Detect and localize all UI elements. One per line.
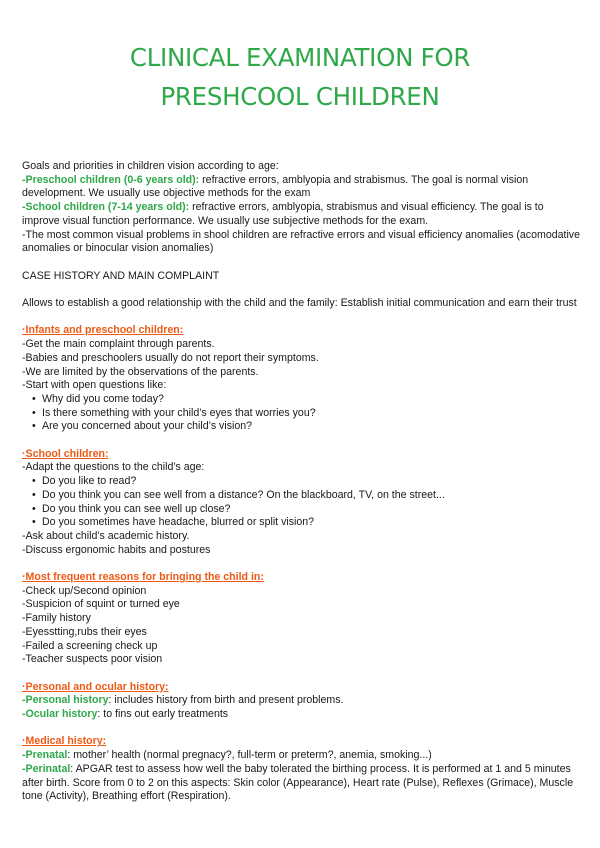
school-line: -Ask about child’s academic history. bbox=[22, 529, 190, 542]
case-history-paragraph: Allows to establish a good relationship with the child and the family: Establish initial communication and earn their trust bbox=[22, 297, 577, 309]
prenatal-line bbox=[22, 749, 582, 763]
ocular-history-label: -Ocular history bbox=[22, 708, 98, 721]
school-question-bullet: • Do you think you can see well from a distance? On the blackboard, TV, on the street... bbox=[22, 489, 582, 503]
ocular-history-text: : to fins out early treatments bbox=[97, 708, 229, 721]
prenatal-label: -Prenatal bbox=[22, 749, 68, 762]
personal-history-label: -Personal history bbox=[22, 694, 109, 707]
common-problems-paragraph: -The most common visual problems in shool children are refractive errors and visual efficiency anomalies (acomodative anomalies or binocular vision anomalies) bbox=[22, 228, 580, 255]
school-question-bullet: • Do you sometimes have headache, blurred or split vision? bbox=[22, 516, 582, 530]
reasons-heading: ·Most frequent reasons for bringing the child in: bbox=[22, 571, 264, 584]
page-title bbox=[0, 38, 600, 116]
case-history-heading: CASE HISTORY AND MAIN COMPLAINT bbox=[22, 269, 220, 282]
school-text: refractive errors, amblyopia, strabismus and visual efficiency. The goal is to improve visual function performance. We usually use subjective methods for the exam. bbox=[22, 201, 544, 227]
title-line-1: CLINICAL EXAMINATION FOR bbox=[129, 43, 471, 72]
document-body bbox=[22, 160, 582, 804]
preschool-paragraph bbox=[22, 174, 582, 201]
school-paragraph bbox=[22, 201, 582, 228]
preschool-text: refractive errors, amblyopia and strabismus. The goal is normal vision development. We usually use objective methods for the exam bbox=[22, 173, 529, 200]
reason-line: -Failed a screening check up bbox=[22, 639, 158, 652]
infants-line: -We are limited by the observations of the parents. bbox=[22, 365, 259, 378]
personal-history-line bbox=[22, 694, 582, 708]
medical-history-heading: ·Medical history: bbox=[22, 735, 107, 748]
school-intro-line: -Adapt the questions to the child’s age: bbox=[22, 461, 205, 474]
prenatal-text: : mother’ health (normal pregnacy?, full-term or preterm?, anemia, smoking...) bbox=[67, 749, 432, 762]
infants-question-bullet: • Why did you come today? bbox=[22, 393, 582, 407]
personal-ocular-heading: ·Personal and ocular history: bbox=[22, 680, 169, 693]
infants-heading: ·Infants and preschool children: bbox=[22, 324, 184, 337]
reason-line: -Eyesstting,rubs their eyes bbox=[22, 625, 147, 638]
reason-line: -Family history bbox=[22, 612, 91, 625]
reason-line: -Check up/Second opinion bbox=[22, 584, 147, 597]
preschool-label: -Preschool children (0-6 years old): bbox=[22, 173, 200, 186]
ocular-history-line bbox=[22, 708, 582, 722]
title-line-2: PRESHCOOL CHILDREN bbox=[160, 82, 440, 111]
perinatal-label: -Perinatal bbox=[22, 762, 71, 775]
school-line: -Discuss ergonomic habits and postures bbox=[22, 543, 211, 556]
perinatal-text: : APGAR test to assess how well the baby tolerated the birthing process. It is performed at 1 and 5 minutes after birth. Score from 0 to 2 on this aspects: Skin color (Appearance), Heart rate (Pulse), Reflexes (Grimace), Muscle tone (Activity), Breathing effort (Respiration). bbox=[22, 762, 574, 803]
infants-question-bullet: • Is there something with your child’s eyes that worries you? bbox=[22, 407, 582, 421]
reason-line: -Teacher suspects poor vision bbox=[22, 653, 163, 666]
school-label: -School children (7-14 years old): bbox=[22, 201, 190, 214]
infants-question-bullet: • Are you concerned about your child’s vision? bbox=[22, 420, 582, 434]
infants-line: -Start with open questions like: bbox=[22, 379, 167, 392]
personal-history-text: : includes history from birth and present problems. bbox=[108, 694, 344, 707]
school-children-heading: ·School children: bbox=[22, 447, 109, 460]
school-question-bullet: • Do you think you can see well up close? bbox=[22, 503, 582, 517]
perinatal-paragraph bbox=[22, 763, 582, 804]
school-question-bullet: • Do you like to read? bbox=[22, 475, 582, 489]
infants-line: -Babies and preschoolers usually do not report their symptoms. bbox=[22, 351, 319, 364]
goals-heading: Goals and priorities in children vision according to age: bbox=[22, 160, 279, 172]
infants-line: -Get the main complaint through parents. bbox=[22, 338, 215, 351]
reason-line: -Suspicion of squint or turned eye bbox=[22, 598, 180, 611]
